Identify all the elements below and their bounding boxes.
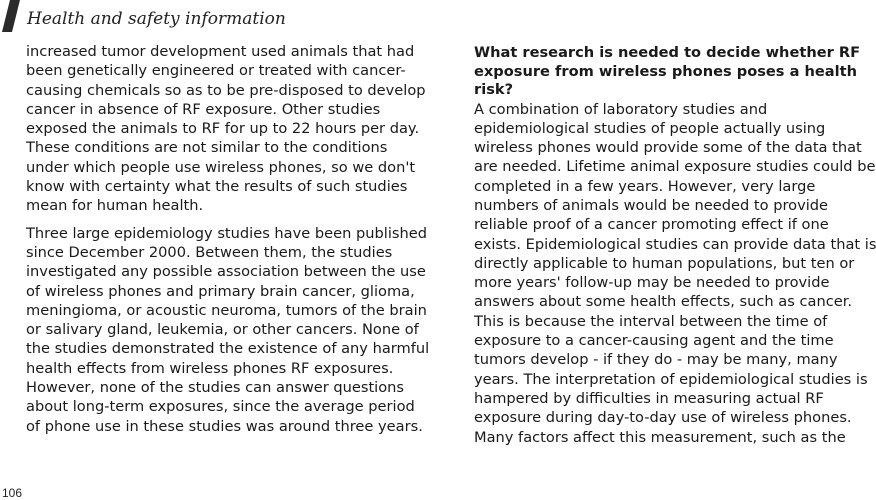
text-line: meningioma, or acoustic neuroma, tumors of the brain <box>26 301 427 319</box>
right-column <box>474 42 876 447</box>
text-line: hampered by difficulties in measuring actual RF <box>474 389 824 407</box>
text-line: reliable proof of a cancer promoting effect if one <box>474 216 829 234</box>
text-line: epidemiological studies of people actually using <box>474 119 826 137</box>
text-line: causing chemicals so as to be pre-disposed to develop <box>26 81 426 99</box>
text-line: tumors develop - if they do - may be many, many <box>474 351 838 369</box>
text-line: numbers of animals would be needed to provide <box>474 196 829 214</box>
text-line: Three large epidemiology studies have been published <box>26 224 427 242</box>
text-line: exposure during day-to-day use of wireless phones. <box>474 409 852 427</box>
text-line: of wireless phones and primary brain cancer, glioma, <box>26 282 415 300</box>
text-line: This is because the interval between the time of <box>474 312 828 330</box>
page-header-title: Health and safety information <box>27 9 286 29</box>
paragraph <box>26 42 438 216</box>
text-line: exists. Epidemiological studies can provide data that is <box>474 235 876 253</box>
header-accent-bar <box>2 0 20 32</box>
text-line: years. The interpretation of epidemiological studies is <box>474 370 868 388</box>
text-line: exposure to a cancer-causing agent and the time <box>474 332 834 350</box>
text-line: increased tumor development used animals that had <box>26 43 415 60</box>
text-line: cancer in absence of RF exposure. Other studies <box>26 100 381 118</box>
text-line: However, none of the studies can answer questions <box>26 379 405 397</box>
text-line: answers about some health effects, such as cancer. <box>474 293 853 311</box>
text-line: been genetically engineered or treated with cancer- <box>26 62 406 80</box>
text-line: health effects from wireless phones RF exposures. <box>26 359 394 377</box>
text-line: exposed the animals to RF for up to 22 hours per day. <box>26 120 420 138</box>
text-line: These conditions are not similar to the conditions <box>26 139 388 157</box>
text-line: more years' follow-up may be needed to provide <box>474 274 830 292</box>
heading-line: What research is needed to decide whether RF <box>474 44 861 61</box>
paragraph <box>474 100 876 447</box>
text-line: are needed. Lifetime animal exposure studies could be <box>474 158 876 176</box>
text-line: completed in a few years. However, very large <box>474 177 816 195</box>
left-column <box>26 42 438 436</box>
text-line: know with certainty what the results of such studies <box>26 178 408 196</box>
text-line: wireless phones would provide some of the data that <box>474 139 862 157</box>
text-line: Many factors affect this measurement, such as the <box>474 428 846 446</box>
section-heading <box>474 42 876 100</box>
heading-line: risk? <box>474 81 514 98</box>
heading-line: exposure from wireless phones poses a health <box>474 62 858 80</box>
text-line: or salivary gland, leukemia, or other cancers. None of <box>26 321 419 339</box>
text-line: since December 2000. Between them, the studies <box>26 243 393 261</box>
paragraph <box>26 224 438 436</box>
text-line: directly applicable to human populations, but ten or <box>474 254 855 272</box>
text-line: of phone use in these studies was around three years. <box>26 417 423 435</box>
text-line: investigated any possible association between the use <box>26 263 426 281</box>
page-number: 106 <box>2 486 23 500</box>
text-line: the studies demonstrated the existence of any harmful <box>26 340 430 358</box>
text-line: about long-term exposures, since the average period <box>26 398 415 416</box>
text-line: A combination of laboratory studies and <box>474 100 768 118</box>
text-line: mean for human health. <box>26 197 204 215</box>
text-line: under which people use wireless phones, so we don't <box>26 158 416 176</box>
